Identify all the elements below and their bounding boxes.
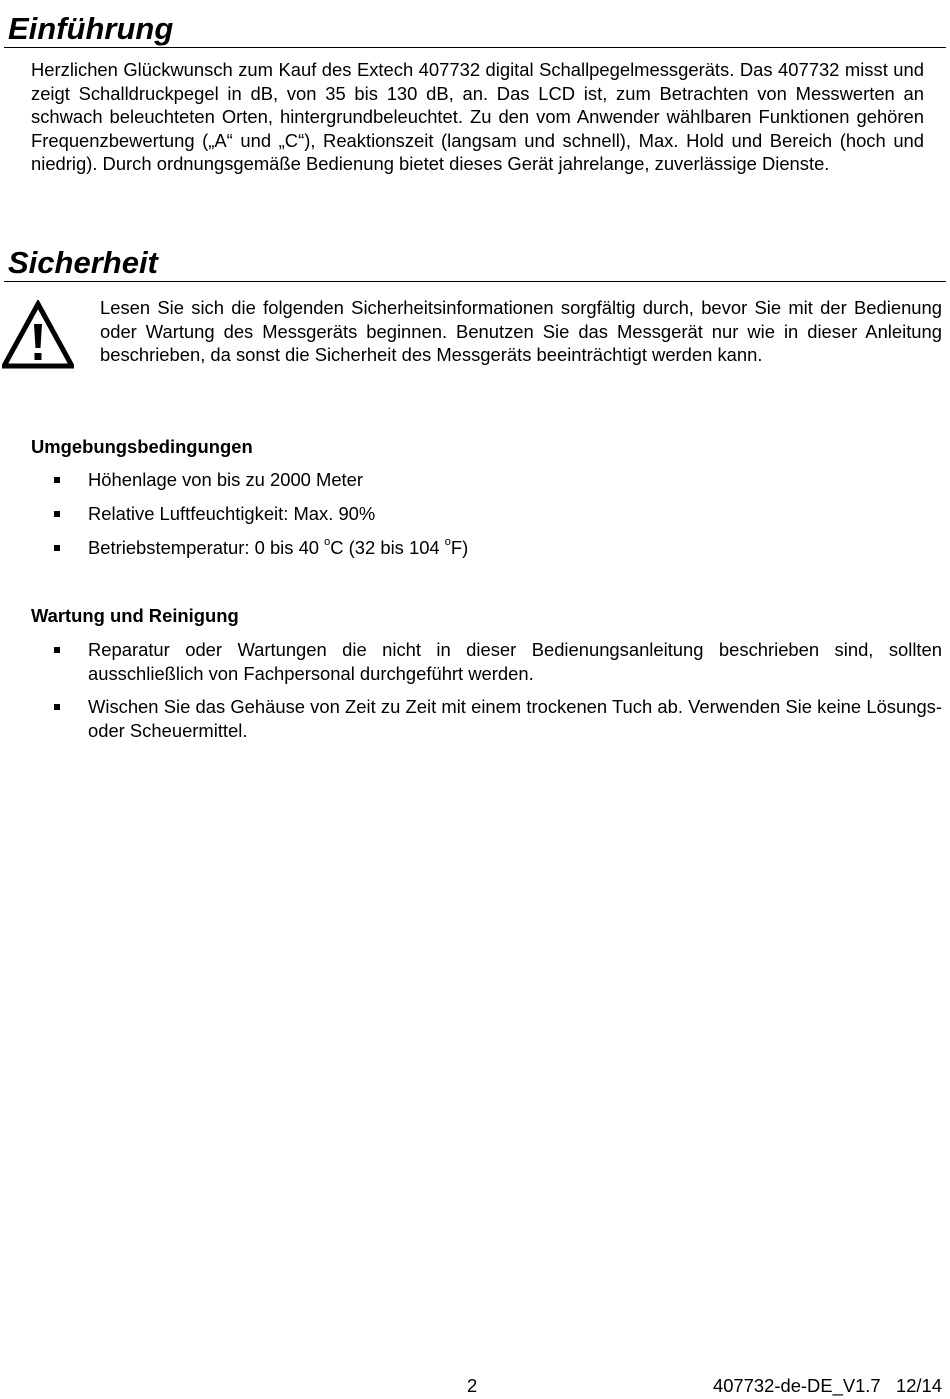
safety-paragraph: Lesen Sie sich die folgenden Sicherheitsinformationen sorgfältig durch, bevor Sie mit der Bedienung oder Wartung des Messgeräts beginnen. Benutzen Sie das Messgerät nur wie in dieser Anleitung beschrieben, da sonst die Sicherheit des Messgeräts beeinträchtigt werden kann. [100,297,942,366]
bullet-square-icon [54,545,60,551]
bullet-square-icon [54,704,60,710]
environment-heading: Umgebungsbedingungen [31,436,253,457]
list-item-text: Höhenlage von bis zu 2000 Meter [88,469,364,490]
list-item [52,468,942,492]
document-id: 407732-de-DE_V1.7 12/14 [712,1375,942,1396]
temperature-prefix: Betriebstemperatur: 0 bis 40 [88,537,325,559]
list-item-text: Reparatur oder Wartungen die nicht in dieser Bedienungsanleitung beschrieben sind, sollten ausschließlich von Fachpersonal durchgeführt werden. [88,639,942,684]
temperature-mid: C (32 bis 104 [330,537,445,559]
temperature-suffix: F) [450,537,469,559]
environment-list [52,468,942,570]
bullet-square-icon [54,647,60,653]
list-item-text: Wischen Sie das Gehäuse von Zeit zu Zeit mit einem trockenen Tuch ab. Verwenden Sie keine Lösungs- oder Scheuermittel. [88,696,942,741]
intro-heading: Einführung [4,12,946,48]
degree-superscript: o [324,536,331,549]
page-number: 2 [467,1375,478,1396]
warning-triangle-icon [2,300,74,370]
maintenance-heading: Wartung und Reinigung [31,605,239,626]
list-item [52,502,942,526]
list-item [52,695,942,742]
safety-heading: Sicherheit [4,246,946,282]
list-item [52,638,942,685]
maintenance-list [52,638,942,752]
bullet-square-icon [54,511,60,517]
degree-superscript: o [444,536,451,549]
list-item-text: Relative Luftfeuchtigkeit: Max. 90% [88,503,376,525]
intro-paragraph: Herzlichen Glückwunsch zum Kauf des Extech 407732 digital Schallpegelmessgeräts. Das 407732 misst und zeigt Schalldruckpegel in dB, von 35 bis 130 dB, an. Das LCD ist, zum Betrachten von Messwerten an schwach beleuchteten Orten, hintergrundbeleuchtet. Zu den vom Anwender wählbaren Funktionen gehören Frequenzbewertung („A“ und „C“), Reaktionszeit (langsam und schnell), Max. Hold und Bereich (hoch und niedrig). Durch ordnungsgemäße Bedienung bietet dieses Gerät jahrelange, zuverlässige Dienste. [31,59,924,175]
list-item [52,536,942,560]
bullet-square-icon [54,477,60,483]
